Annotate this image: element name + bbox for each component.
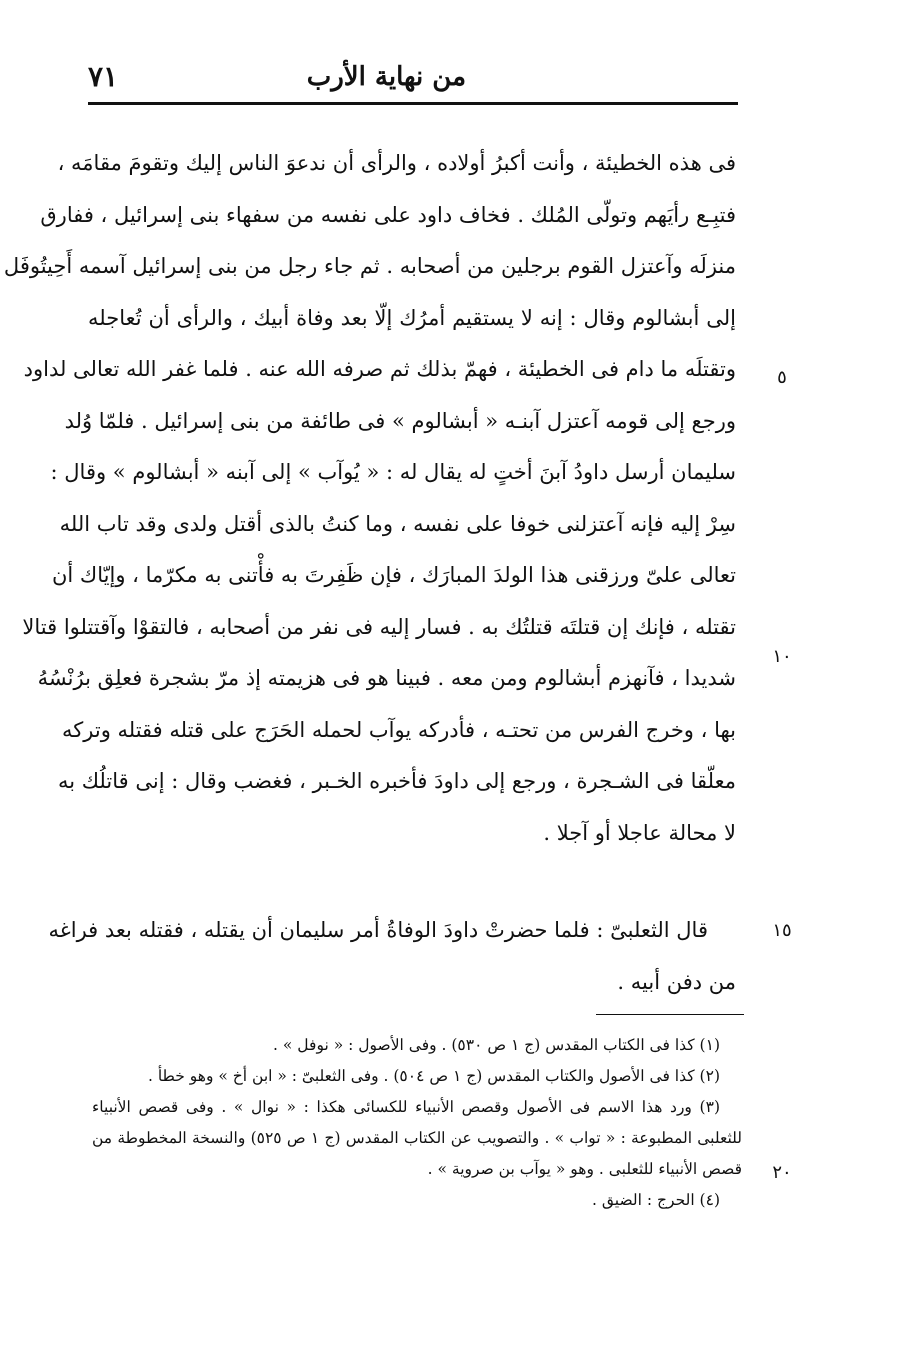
- text-line: فتبِـع رأيَهم وتولّى المُلك . فخاف داود على نفسه من سفهاء بنى إسرائيل ، ففارق: [40, 202, 736, 227]
- text-line: شديدا ، فآنهزم أبشالوم ومن معه . فبينا هو فى هزيمته إذ مرّ بشجرة فعلِق برُنْسُهُ: [37, 666, 736, 690]
- text-line: تعالى علىّ ورزقنى هذا الولدَ المبارَك ، فإن ظَفِرتَ به فأْتنى به مكرّما ، وإيّاك أن: [52, 563, 736, 587]
- text-line: فى هذه الخطيئة ، وأنت أكبرُ أولاده ، والرأى أن ندعوَ الناس إليك وتقومَ مقامَه ،: [57, 151, 736, 175]
- footnote-3: (٣) ورد هذا الاسم فى الأصول وقصص الأنبياء للكسائى هكذا : « نوال » . وفى قصص الأنبياء: [92, 1098, 720, 1116]
- text-line: منزلَه وآعتزل القوم برجلين من أصحابه . ثم جاء رجل من بنى إسرائيل آسمه أَحِيتُوفَل: [3, 254, 736, 278]
- footnote-3-cont: للثعلبى المطبوعة : « تواب » . والتصويب عن الكتاب المقدس (ج ١ ص ٥٢٥) والنسخة المخطوطة من: [92, 1129, 742, 1147]
- text-line: سِرْ إليه فإنه آعتزلنى خوفا على نفسه ، وما كنتُ بالذى أقتل ولدى وقد تاب الله: [59, 511, 736, 536]
- text-line: من دفن أبيه .: [617, 970, 736, 994]
- footnotes: [92, 1030, 742, 1216]
- text-line: تقتله ، فإنك إن قتلتَه قتلتُك به . فسار إليه فى نفر من أصحابه ، فالتقوْا وآقتتلوا قتالا: [22, 614, 736, 639]
- text-line: وتقتلَه ما دام فى الخطيئة ، فهمّ بذلك ثم صرفه الله عنه . فلما غفر الله تعالى لداود: [23, 357, 736, 381]
- text-line: إلى أبشالوم وقال : إنه لا يستقيم أمرُك إلّا بعد وفاة أبيك ، والرأى أن تُعاجله: [88, 305, 736, 330]
- running-title: من نهاية الأرب: [306, 62, 466, 92]
- text-line: بها ، وخرج الفرس من تحتـه ، فأدركه يوآب لحمله الحَرَج على قتله فقتله وتركه: [62, 717, 736, 742]
- line-number-20: ٢٠: [772, 1162, 792, 1183]
- header-rule: [88, 102, 738, 105]
- second-paragraph: [48, 904, 736, 1008]
- footnote-3-end: قصص الأنبياء للثعلبى . وهو « يوآب بن صروية » .: [427, 1160, 742, 1178]
- text-line: ورجع إلى قومه آعتزل آبنـه « أبشالوم » فى طائفة من بنى إسرائيل . فلمّا وُلد: [64, 408, 736, 433]
- page-number: ٧١: [88, 60, 119, 93]
- footnote-2: (٢) كذا فى الأصول والكتاب المقدس (ج ١ ص ٥٠٤) . وفى الثعلبىّ : « ابن أخ » وهو خطأ .: [147, 1067, 720, 1085]
- text-line: لا محالة عاجلا أو آجلا .: [543, 820, 736, 845]
- page-header: [88, 58, 736, 102]
- main-paragraph: [3, 138, 736, 859]
- footnote-4: (٤) الحرج : الضيق .: [592, 1191, 720, 1209]
- text-line: معلّقا فى الشـجرة ، ورجع إلى داودَ فأخبره الخـبر ، فغضب وقال : إنى قاتلُك به: [57, 769, 736, 793]
- footnote-1: (١) كذا فى الكتاب المقدس (ج ١ ص ٥٣٠) . وفى الأصول : « نوفل » .: [273, 1036, 720, 1054]
- text-line: قال الثعلبىّ : فلما حضرتْ داودَ الوفاةُ أمر سليمان أن يقتله ، فقتله بعد فراغه: [48, 918, 708, 942]
- footnote-rule: [596, 1014, 744, 1015]
- line-number-15: ١٥: [772, 920, 792, 941]
- text-line: سليمان أرسل داودُ آبنَ أختٍ له يقال له : « يُوآب » إلى آبنه « أبشالوم » وقال :: [50, 460, 736, 484]
- line-number-5: ٥: [777, 367, 787, 388]
- line-number-10: ١٠: [772, 646, 792, 667]
